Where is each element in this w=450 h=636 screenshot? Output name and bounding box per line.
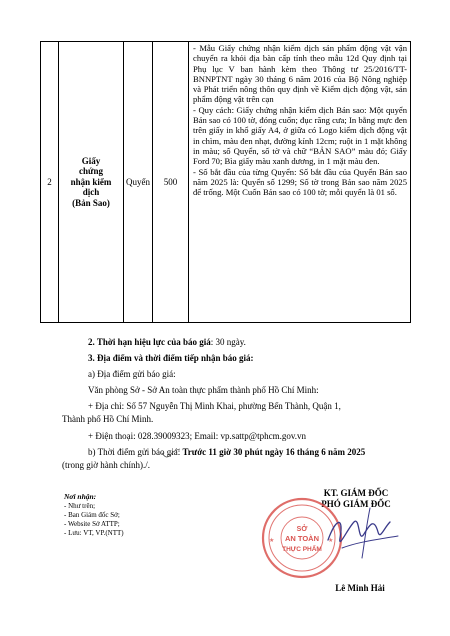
item-name-cell xyxy=(59,42,124,323)
deadline-suffix: (trong giờ hành chính)./. xyxy=(62,460,150,470)
stamp-text: SỞ xyxy=(296,526,308,533)
recipients-title: Nơi nhận: xyxy=(64,492,97,501)
svg-text:★: ★ xyxy=(328,538,334,544)
place-label: a) Địa điểm gửi báo giá: xyxy=(88,369,176,379)
section3-heading: 3. Địa điểm và thời điểm tiếp nhận báo giá: xyxy=(88,353,254,363)
address-line: + Địa chỉ: Số 57 Nguyễn Thị Minh Khai, phường Bến Thành, Quận 1, xyxy=(88,401,341,411)
table-row xyxy=(41,42,411,323)
deadline-line xyxy=(88,447,365,458)
item-name-line: Giấy xyxy=(81,155,101,166)
svg-text:★: ★ xyxy=(269,538,275,544)
signer-title: PHÓ GIÁM ĐỐC xyxy=(321,499,391,509)
item-name-line: dịch xyxy=(82,187,100,198)
recipient-item: - Ban Giám đốc Sở; xyxy=(64,511,120,519)
description-cell xyxy=(189,42,411,323)
recipient-item: - Website Sở ATTP; xyxy=(64,520,120,528)
signer-name: Lê Minh Hải xyxy=(335,583,385,593)
handwritten-signature-icon xyxy=(318,488,408,578)
validity-line xyxy=(88,337,246,348)
signer-authority: KT. GIÁM ĐỐC xyxy=(323,488,389,498)
quotation-table xyxy=(40,41,411,323)
deadline-prefix: b) Thời điểm gửi báo giá: xyxy=(88,447,183,457)
address-line-2: Thành phố Hồ Chí Minh. xyxy=(62,414,154,424)
contact-line: + Điện thoại: 028.39009323; Email: vp.sattp@tphcm.gov.vn xyxy=(88,431,307,441)
row-number: 2 xyxy=(41,42,59,323)
description-paragraph: - Quy cách: Giấy chứng nhận kiểm dịch Bản sao: Một quyển Bản sao có 100 tờ, đóng cuốn; đục răng cưa; In bằng mực đen trên giấy in khổ giấy A4, ở giữa có Logo kiểm dịch động vật in chìm, màu đen nhạt, đường kính 12cm; ruột in 1 mặt không in màu; số Quyển, số tờ và chữ “BẢN SAO” màu đỏ; Giấy Ford 70; Bìa giấy màu xanh dương, in 1 mặt màu đen. xyxy=(193,104,407,167)
validity-label: 2. Thời hạn hiệu lực của báo giá xyxy=(88,337,211,347)
check-mark-icon xyxy=(160,447,182,461)
description-paragraph: - Mẫu Giấy chứng nhận kiểm dịch sản phẩm động vật vận chuyển ra khỏi địa bàn cấp tỉnh theo mẫu 12d Quy định tại Phụ lục V ban hành kèm theo Thông tư 25/2016/TT-BNNPTNT ngày 30 tháng 6 năm 2016 của Bộ Nông nghiệp và Phát triển nông thôn quy định về Kiểm dịch động vật, sản phẩm động vật trên cạn xyxy=(193,43,407,105)
stamp-text: AN TOÀN xyxy=(284,534,320,543)
quantity-cell: 500 xyxy=(153,42,189,323)
item-name-line: chứng xyxy=(79,166,103,177)
recipient-item: - Lưu: VT, VP.(NTT) xyxy=(64,529,124,537)
item-name-line: (Bản Sao) xyxy=(72,197,110,208)
office-name: Văn phòng Sở - Sở An toàn thực phẩm thành phố Hồ Chí Minh: xyxy=(88,385,319,395)
item-name-line: nhận kiểm xyxy=(70,176,112,187)
deadline-time: Trước 11 giờ 30 phút ngày 16 tháng 6 năm 2025 xyxy=(182,447,366,457)
description-paragraph: - Số bắt đầu của từng Quyển: Số bắt đầu của Quyển Bản sao năm 2025 là: Quyển số 1299; Số tờ trong Bản sao năm 2025 để trống. Một Cuốn Bản sao có 100 tờ; mỗi quyển là 01 số. xyxy=(193,166,407,198)
validity-value: : 30 ngày. xyxy=(210,337,246,347)
stamp-text: THỰC PHẨM xyxy=(282,546,322,553)
recipient-item: - Như trên; xyxy=(64,502,96,510)
unit-cell: Quyển xyxy=(124,42,153,323)
